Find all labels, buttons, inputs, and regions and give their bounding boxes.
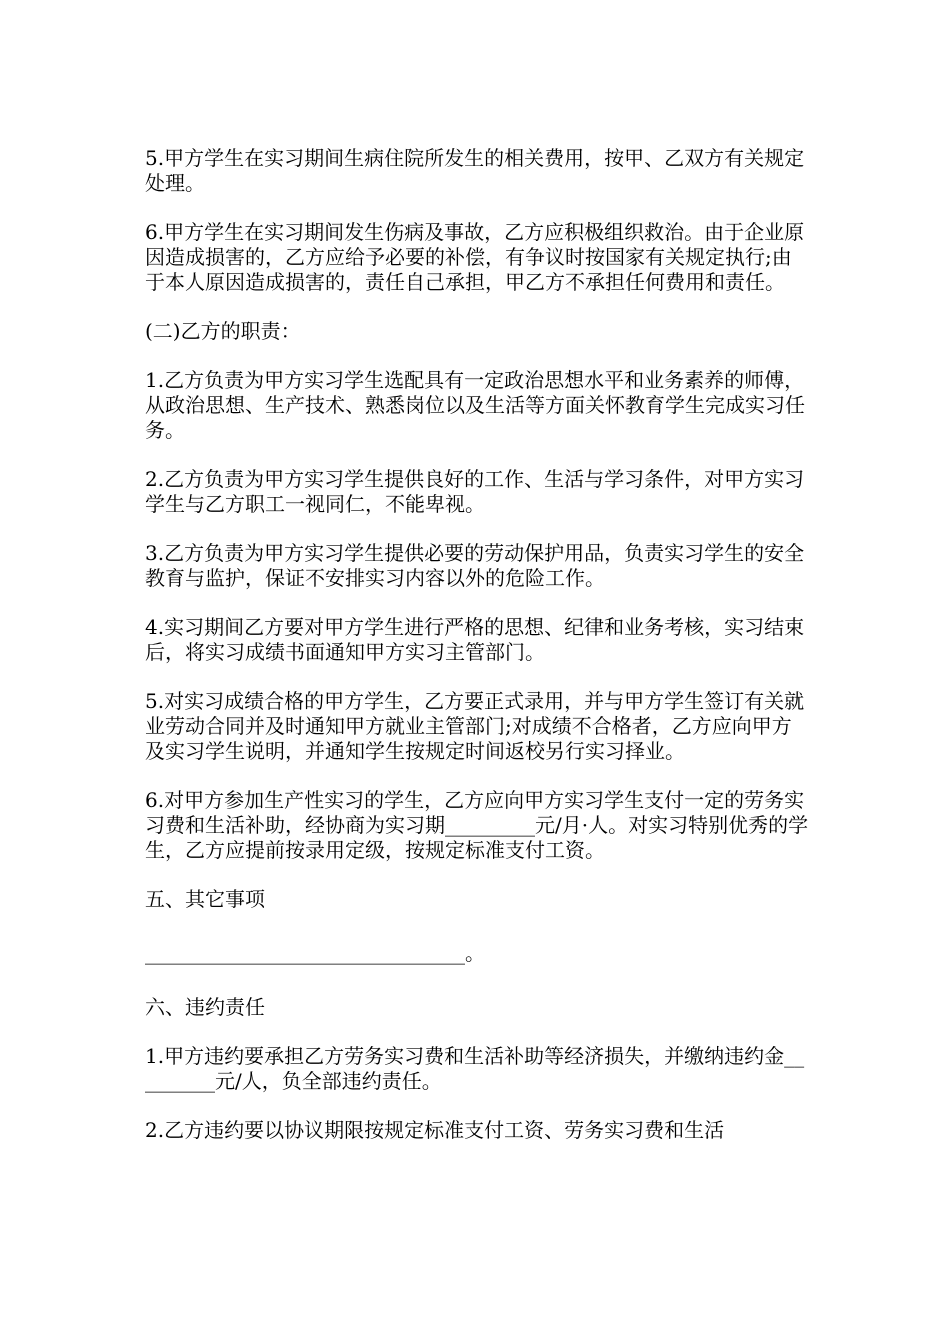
party-b-clause-2: 2.乙方负责为甲方实习学生提供良好的工作、生活与学习条件，对甲方实习学生与乙方职工一视同仁，不能卑视。 xyxy=(145,467,805,516)
party-b-clause-5: 5.对实习成绩合格的甲方学生，乙方要正式录用，并与甲方学生签订有关就业劳动合同并及时通知甲方就业主管部门;对成绩不合格者，乙方应向甲方及实习学生说明，并通知学生按规定时间返校另行实习择业。 xyxy=(145,689,805,763)
section-heading-other-matters: 五、其它事项 xyxy=(145,887,265,911)
section-heading-party-b-duties: (二)乙方的职责： xyxy=(145,319,301,343)
breach-clause-1: 1.甲方违约要承担乙方劳务实习费和生活补助等经济损失，并缴纳违约金_________元/人，负全部违约责任。 xyxy=(145,1044,805,1093)
document-body xyxy=(145,146,810,1167)
clause-6-injury-accident: 6.甲方学生在实习期间发生伤病及事故，乙方应积极组织救治。由于企业原因造成损害的，乙方应给予必要的补偿，有争议时按国家有关规定执行;由于本人原因造成损害的，责任自己承担，甲乙方不承担任何费用和责任。 xyxy=(145,220,805,294)
clause-5-medical-costs: 5.甲方学生在实习期间生病住院所发生的相关费用，按甲、乙双方有关规定处理。 xyxy=(145,146,805,195)
party-b-clause-1: 1.乙方负责为甲方实习学生选配具有一定政治思想水平和业务素养的师傅，从政治思想、生产技术、熟悉岗位以及生活等方面关怀教育学生完成实习任务。 xyxy=(145,368,805,442)
party-b-clause-6: 6.对甲方参加生产性实习的学生，乙方应向甲方实习学生支付一定的劳务实习费和生活补助，经协商为实习期_________元/月·人。对实习特别优秀的学生，乙方应提前按录用定级，按规定标准支付工资。 xyxy=(145,788,809,862)
section-heading-breach-liability: 六、违约责任 xyxy=(145,995,265,1019)
party-b-clause-4: 4.实习期间乙方要对甲方学生进行严格的思想、纪律和业务考核，实习结束后，将实习成绩书面通知甲方实习主管部门。 xyxy=(145,615,805,664)
other-matters-blank-line: ________________________________。 xyxy=(145,941,485,965)
breach-clause-2: 2.乙方违约要以协议期限按规定标准支付工资、劳务实习费和生活 xyxy=(145,1118,725,1142)
party-b-clause-3: 3.乙方负责为甲方实习学生提供必要的劳动保护用品，负责实习学生的安全教育与监护，保证不安排实习内容以外的危险工作。 xyxy=(145,541,805,590)
